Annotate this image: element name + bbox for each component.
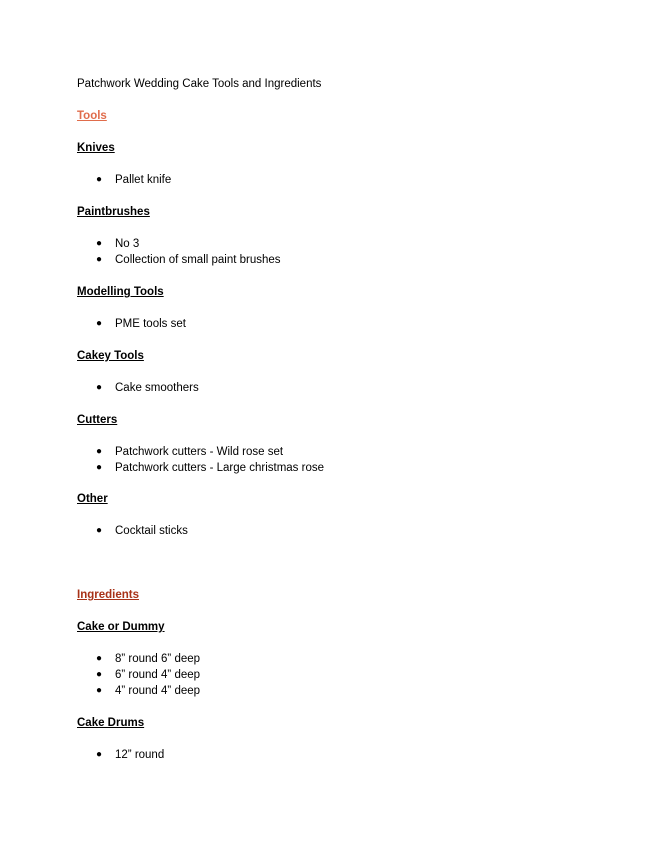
bullet-icon: ● xyxy=(96,669,103,680)
bullet-icon: ● xyxy=(96,525,103,536)
paintbrushes-heading: Paintbrushes xyxy=(77,206,150,218)
cakey-tools-heading: Cakey Tools xyxy=(77,350,144,362)
bullet-icon: ● xyxy=(96,174,103,185)
bullet-icon: ● xyxy=(96,653,103,664)
bullet-icon: ● xyxy=(96,462,103,473)
document-page: Patchwork Wedding Cake Tools and Ingredients Tools Knives ● Pallet knife Paintbrushes ● No 3 ● Collection of small paint brushes Modelling Tools ● PME tools set Cakey Tools ● Cake smoothers Cutters ● Patchwork cutters - Wild rose set ● Patchwork cutters - Large christmas rose Other ● Cocktail sticks Ingredients Cake or Dummy ● 8” round 6” deep ● 6” round 4” deep ● 4” round 4” deep Cake Drums ● 12” round xyxy=(77,78,324,761)
other-heading: Other xyxy=(77,493,108,505)
modelling-tools-heading: Modelling Tools xyxy=(77,286,164,298)
ingredients-heading: Ingredients xyxy=(77,589,139,601)
bullet-icon: ● xyxy=(96,382,103,393)
tools-heading: Tools xyxy=(77,110,107,122)
bullet-icon: ● xyxy=(96,318,103,329)
bullet-icon: ● xyxy=(96,749,103,760)
bullet-icon: ● xyxy=(96,685,103,696)
cake-or-dummy-heading: Cake or Dummy xyxy=(77,621,165,633)
bullet-icon: ● xyxy=(96,254,103,265)
bullet-icon: ● xyxy=(96,238,103,249)
document-title: Patchwork Wedding Cake Tools and Ingredients xyxy=(77,78,322,90)
bullet-icon: ● xyxy=(96,446,103,457)
cake-drums-heading: Cake Drums xyxy=(77,717,145,729)
cutters-heading: Cutters xyxy=(77,414,118,426)
knives-heading: Knives xyxy=(77,142,115,154)
